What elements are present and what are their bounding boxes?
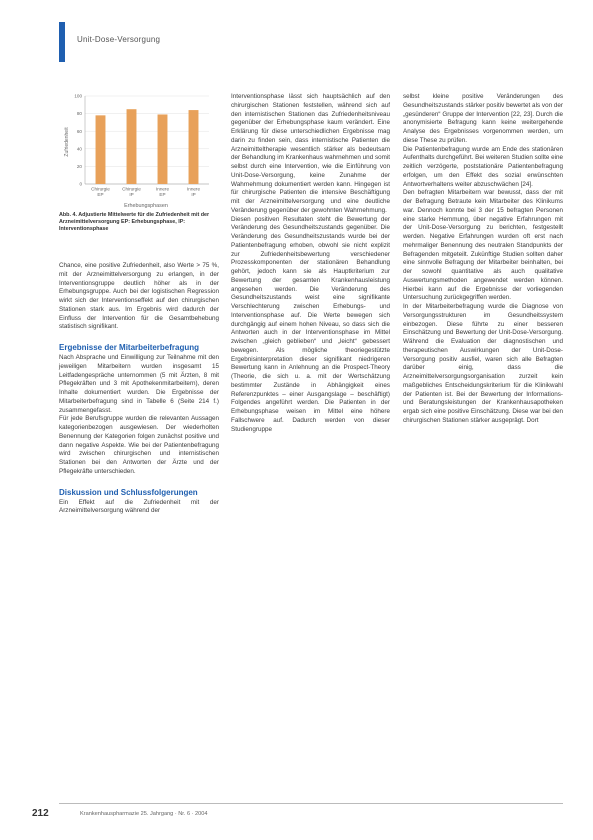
column-2: [231, 93, 390, 434]
x-tick-label: Innere: [155, 186, 170, 192]
page-number: 212: [32, 808, 49, 819]
x-tick-label: Chirurgie: [122, 186, 141, 192]
x-tick-label: EP: [159, 192, 166, 197]
y-tick-label: 100: [74, 93, 82, 99]
section-heading: Diskussion und Schlussfolgerungen: [59, 487, 198, 497]
paragraph: Chance, eine positive Zufriedenheit, also Werte > 75 %, mit der Arzneimittelversorgung zu erlangen, in der Interventionsgruppe deutlich höher als in der Erhebungsgruppe. Auch bei der logistischen Regression wirkt sich der Interventionseffekt auf den chirurgischen Stationen stark aus. Im Ergebnis wird dadurch der Einfluss der Intervention für die Gesamtbehebung statistisch signifikant.: [59, 262, 219, 331]
paragraph: selbst kleine positive Veränderungen des Gesundheitszustands stärker positiv bewertet als von der „gesünderen“ Gruppe der Intervention [22, 23]. Durch die anonymisierte Befragung kann keine weitergehende Analyse des Ergebnisses vorgenommen werden, um diese These zu prüfen.: [403, 93, 563, 144]
paragraph: Nach Absprache und Einwilligung zur Teilnahme mit den jeweiligen Mitarbeitern wurden insgesamt 15 Leitfadengespräche unternommen (5 mit Ärzten, 8 mit Pflegekräften und 3 mit Apothekenmitarbeitern), deren Inhalte dokumentiert wurden. Die Ergebnisse der Mitarbeiterbefragung sind in Tabelle 6 (Seite 214 f.) zusammengefasst.: [59, 354, 219, 414]
y-tick-label: 60: [76, 128, 82, 134]
y-tick-label: 0: [79, 181, 82, 187]
bar: [127, 109, 137, 184]
spacer: [59, 332, 219, 340]
x-tick-label: Chirurgie: [91, 186, 110, 192]
bar: [158, 114, 168, 184]
section-heading: Ergebnisse der Mitarbeiterbefragung: [59, 343, 200, 352]
bar: [96, 115, 106, 184]
spacer: [59, 477, 219, 485]
x-axis-label: Erhebungsphasen: [124, 203, 168, 209]
y-tick-label: 20: [76, 164, 82, 169]
x-tick-label: IP: [129, 192, 134, 197]
paragraph: Den befragten Mitarbeitern war bewusst, dass der mit der Befragung Betraute kein Mitarbeiter des Klinikums war. Dennoch konnte bei 3 der 15 befragten Personen eine starke Hemmung, über negative Erfahrungen mit der Unit-Dose-Versorgung zu berichten, festgestellt werden. Negative Erfahrungen wurden oft erst nach mehrmaliger Benennung des neutralen Standpunkts der Befragenden mitgeteilt. Zukünftige Studien sollten daher eine sinnvolle Befragung der Mitarbeiter beinhalten, bei der sowohl quantitative als auch qualitative Auswertungsmethoden angewendet werden können. Hierbei kann auf die Ergebnisse der vorliegenden Untersuchung zurückgegriffen werden.: [403, 189, 563, 302]
journal-footer: Krankenhauspharmazie 25. Jahrgang · Nr. 6 · 2004: [80, 811, 208, 817]
column-3: [403, 93, 563, 426]
paragraph: Die Patientenbefragung wurde am Ende des stationären Aufenthalts durchgeführt. Bei weiteren Studien sollte eine zeitlich verzögerte, poststationäre Patientenbefragung erfolgen, um den Effekt des sozial erwünschten Antwortverhaltens weiter abzuschwächen [24].: [403, 145, 563, 188]
bar-chart: [59, 90, 219, 214]
running-head: Unit-Dose-Versorgung: [77, 35, 161, 44]
y-axis-label: Zufriedenheit: [64, 127, 70, 157]
x-tick-label: EP: [97, 192, 104, 197]
bar: [189, 110, 199, 184]
x-tick-label: IP: [191, 192, 196, 197]
y-tick-label: 80: [76, 111, 82, 117]
y-tick-label: 40: [76, 146, 82, 152]
x-tick-label: Innere: [186, 186, 201, 192]
footer-rule: [59, 803, 563, 804]
paragraph: Diesen positiven Resultaten steht die Bewertung der Veränderung des Gesundheitszustands gegenüber. Die Veränderung des Gesundheitszustands wurde bei der Patientenbefragung erhoben, obwohl sie nicht explizit zur Zufriedenheitsbewertung verschiedener Prozesskomponenten der stationären Behandlung gehört, jedoch kann sie als Hauptkriterium zur Bewertung der gesamten Krankenhausleistung angesehen werden. Die Veränderung des Gesundheitszustands weist eine signifikante Verschlechterung zwischen Erhebungs- und Interventionsphase auf. Die Werte bewegen sich durchgängig auf einem hohen Niveau, so dass sich die Antworten auch in der Interventionsphase im Mittel zwischen „gleich geblieben“ und „leicht“ gebessert bewegen. Als mögliche theoriegestützte Ergebnisinterpretation dieser signifikant niedrigeren Bewertung kann in Anlehnung an die Prospect-Theory (Theorie, die sich u. a. mit der Wertschätzung bestimmter Zustände in Abhängigkeit eines Referenzpunktes – einer Ausgangslage – beschäftigt) Folgendes angeführt werden. Die Patienten in der Erhebungsphase weisen im Mittel eine höhere Fallschwere auf. Dadurch werden von dieser Studiengruppe: [231, 215, 390, 433]
accent-bar: [59, 22, 65, 62]
paragraph: Für jede Berufsgruppe wurden die relevanten Aussagen kategorienbezogen ausgewiesen. Der wiederholten Benennung der Kategorien folgen zunächst positive und dann negative Aspekte. Wie bei der Patientenbefragung wird zwischen chirurgischen und internistischen Stationen bei den Antworten der Ärzte und der Pflegekräfte unterschieden.: [59, 415, 219, 475]
paragraph: Interventionsphase lässt sich hauptsächlich auf den chirurgischen Stationen feststellen, während sich auf den internistischen Stationen das Zufriedenheitsniveau gegenüber der Erhebungsphase kaum verändert. Eine Erklärung für diese unterschiedlichen Ergebnisse mag darin zu finden sein, dass internistische Patienten die Arzneimitteltherapie wesentlich stärker als bedeutsam der Behandlung im Krankenhaus wahrnehmen und somit selbst durch eine Intervention, wie die Einführung von Unit-Dose-Versorgung, keine Zunahme der Wahrnehmung dokumentiert werden kann. Hingegen ist für chirurgische Patienten die intensive Beschäftigung mit der Arzneimittelversorgung und eine deutliche Veränderung gegenüber der gewohnten Wahrnehmung.: [231, 93, 390, 214]
figure-caption: Abb. 4. Adjustierte Mittelwerte für die Zufriedenheit mit der Arzneimittelversorgung EP: Erhebungsphase, IP: Interventionsphase: [59, 212, 210, 232]
paragraph: Ein Effekt auf die Zufriedenheit mit der Arzneimittelversorgung während der: [59, 498, 219, 515]
paragraph: In der Mitarbeiterbefragung wurde die Diagnose von Versorgungsstrukturen im Gesundheitssystem einbezogen. Diese führte zu einer besseren Einschätzung und Bewertung der Unit-Dose-Versorgung. Während die Evaluation der diagnostischen und therapeutischen Auswirkungen der Unit-Dose-Versorgung positiv ausfiel, waren sich alle Befragten darüber einig, dass die Arzneimittelversorgungsorganisation zurzeit kein maßgebliches Entscheidungskriterium für die Klinikwahl der Patienten ist. Bei der Bewertung der Informations- und Beratungsleistungen der Krankenhausapotheken ergab sich eine positive Einschätzung. Diese war bei den chirurgischen Stationen stärker ausgeprägt. Dort: [403, 303, 563, 424]
column-1: [59, 262, 219, 516]
